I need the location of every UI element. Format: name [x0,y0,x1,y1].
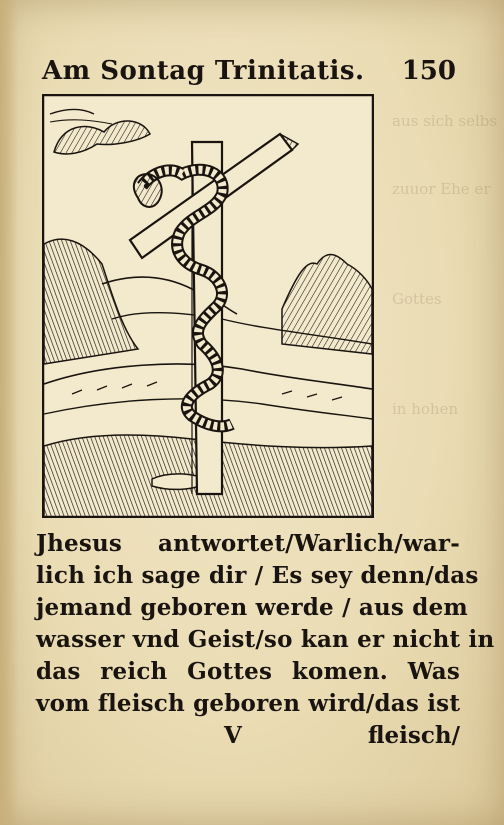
page-number: 150 [401,56,456,86]
text-line: das reich Gottes komen. Was [36,658,460,685]
page-header [42,48,462,88]
bleed-through-text: Gottes [392,290,442,308]
body-text-block [36,528,495,754]
page-gutter-shadow [0,0,18,825]
catchword-row [36,720,460,754]
bleed-through-text: aus sich selbs [392,112,498,130]
text-line: lich ich sage dir / Es sey denn/das [36,562,479,589]
woodcut-illustration [42,94,374,518]
text-line: Jhesus antwortet/Warlich/war- [36,530,460,557]
running-title: Am Sontag Trinitatis. [42,56,365,86]
text-line: jemand geboren werde / aus dem [36,594,468,621]
text-line: wasser vnd Geist/so kan er nicht in [36,626,495,653]
text-line: vom fleisch geboren wird/das ist [36,690,461,717]
serpent-on-cross-woodcut [42,94,374,518]
catchword: fleisch/ [367,722,460,749]
bleed-through-text: in hohen [392,400,459,418]
bleed-through-text: zuuor Ehe er [392,180,491,198]
signature-mark: V [224,722,242,749]
